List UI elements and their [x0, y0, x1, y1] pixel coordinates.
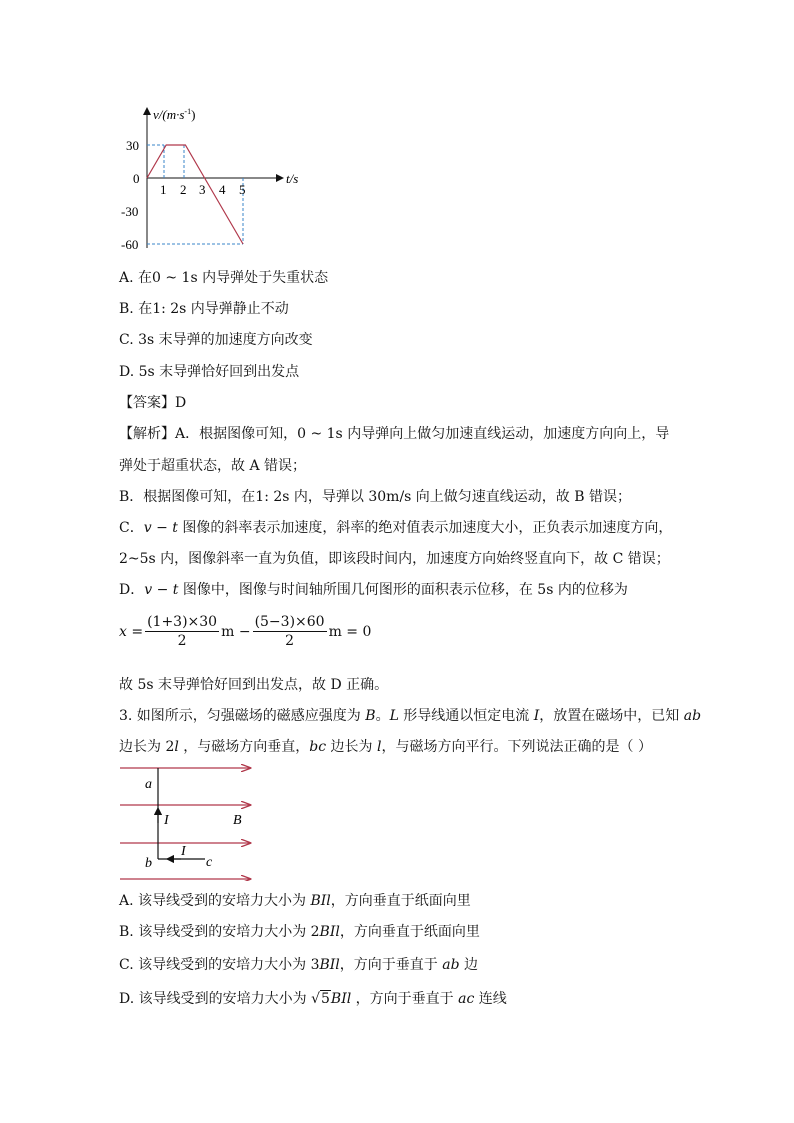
q3-option-b — [119, 922, 480, 942]
symbol-l: l — [174, 739, 179, 755]
symbol-I: I — [533, 708, 540, 724]
q3-stem-line-1 — [119, 706, 701, 726]
y-tick-neg30: -30 — [121, 204, 139, 219]
q2-option-a: A. 在0 ~ 1s 内导弹处于失重状态 — [119, 270, 329, 286]
text: ，方向于垂直于 — [351, 991, 459, 1007]
q2-option-c: C. 3s 末导弹的加速度方向改变 — [119, 332, 313, 348]
x-tick-4: 4 — [219, 182, 226, 197]
vt-graph — [115, 100, 315, 252]
symbol-B: B — [365, 708, 376, 724]
text: A. 该导线受到的安培力大小为 — [119, 893, 311, 909]
x-tick-5: 5 — [239, 182, 246, 197]
x-tick-1: 1 — [160, 182, 167, 197]
text: 。 — [375, 708, 390, 724]
text: C． — [119, 520, 144, 536]
text: 3. 如图所示，匀强磁场的磁感应强度为 — [119, 708, 366, 724]
vt-symbol: v − t — [143, 520, 178, 536]
symbol-ab: ab — [442, 957, 460, 973]
label-B: B — [233, 813, 242, 828]
formula-x: x = — [119, 623, 144, 640]
displacement-formula — [119, 614, 371, 649]
q3-option-d — [119, 989, 507, 1009]
symbol-ab: ab — [683, 708, 702, 724]
y-tick-neg60: -60 — [121, 237, 139, 252]
text: 边长为 2 — [119, 739, 175, 755]
label-b: b — [145, 856, 152, 871]
x-axis-label: t/s — [286, 171, 299, 186]
sqrt-radicand: 5 — [321, 991, 330, 1007]
text: C. 该导线受到的安培力大小为 3 — [119, 957, 320, 973]
q3-option-a — [119, 891, 471, 911]
text: 边 — [459, 957, 478, 973]
q2-option-d: D. 5s 末导弹恰好回到出发点 — [119, 364, 300, 380]
label-I-vertical: I — [164, 813, 169, 828]
origin-label: 0 — [133, 171, 140, 186]
q2-conclusion: 故 5s 末导弹恰好回到出发点，故 D 正确。 — [119, 677, 389, 693]
sqrt-sign: √ — [311, 991, 320, 1007]
q3-option-c — [119, 955, 478, 975]
text: ，方向于垂直于 — [339, 957, 443, 973]
symbol-BIl: BIl — [330, 991, 352, 1007]
symbol-bc: bc — [309, 739, 327, 755]
symbol-BIl: BIl — [319, 957, 340, 973]
label-a: a — [145, 777, 152, 792]
label-c: c — [206, 855, 213, 870]
symbol-ac: ac — [458, 991, 475, 1007]
formula-unit-1: m − — [221, 623, 251, 640]
fraction-2-denominator: 2 — [285, 633, 295, 649]
text: 边长为 — [326, 739, 378, 755]
y-axis-label: $v/(m\cdot s^{-1})$ — [153, 107, 196, 122]
q2-explanation-1: 【解析】A．根据图像可知，0 ~ 1s 内导弹向上做匀加速直线运动，加速度方向向上，导 — [119, 426, 670, 442]
text: ，与磁场方向平行。下列说法正确的是（ ） — [381, 739, 652, 755]
q2-explanation-5: 2~5s 内，图像斜率一直为负值，即该段时间内，加速度方向始终竖直向下，故 C 错误； — [119, 551, 670, 567]
symbol-BIl: BIl — [310, 893, 331, 909]
text: 图像中，图像与时间轴所围几何图形的面积表示位移，在 5s 内的位移为 — [178, 582, 628, 598]
text: 形导线通以恒定电流 — [398, 708, 534, 724]
y-tick-30: 30 — [126, 138, 139, 153]
q2-answer: 【答案】D — [119, 395, 187, 411]
q3-stem-line-2 — [119, 737, 652, 757]
text: D． — [119, 582, 145, 598]
text: ，放置在磁场中，已知 — [539, 708, 684, 724]
text: 连线 — [474, 991, 507, 1007]
x-tick-3: 3 — [199, 182, 206, 197]
vt-symbol: v − t — [144, 582, 179, 598]
fraction-1-numerator: (1+3)×30 — [147, 614, 218, 630]
symbol-l: l — [377, 739, 382, 755]
text: ，方向垂直于纸面向里 — [330, 893, 471, 909]
symbol-BIl: BIl — [319, 924, 340, 940]
fraction-1-denominator: 2 — [177, 633, 187, 649]
q2-explanation-2: 弹处于超重状态，故 A 错误； — [119, 458, 307, 474]
x-tick-2: 2 — [180, 182, 187, 197]
symbol-L: L — [389, 708, 399, 724]
formula-unit-2: m = 0 — [328, 623, 372, 640]
q2-explanation-4 — [119, 518, 672, 538]
text: D. 该导线受到的安培力大小为 — [119, 991, 312, 1007]
fraction-1 — [145, 614, 219, 649]
q2-option-b: B. 在1: 2s 内导弹静止不动 — [119, 301, 289, 317]
text: ，方向垂直于纸面向里 — [339, 924, 480, 940]
text: B. 该导线受到的安培力大小为 2 — [119, 924, 320, 940]
text: 图像的斜率表示加速度，斜率的绝对值表示加速度大小，正负表示加速度方向， — [177, 520, 673, 536]
q2-explanation-3: B．根据图像可知，在1: 2s 内，导弹以 30m/s 向上做匀速直线运动，故 B 错误； — [119, 489, 631, 505]
fraction-2 — [253, 614, 327, 649]
magnetic-field-diagram — [117, 763, 257, 881]
text: ，与磁场方向垂直， — [178, 739, 310, 755]
label-I-horizontal: I — [181, 844, 186, 859]
fraction-2-numerator: (5−3)×60 — [254, 614, 325, 630]
q2-explanation-6 — [119, 580, 628, 600]
